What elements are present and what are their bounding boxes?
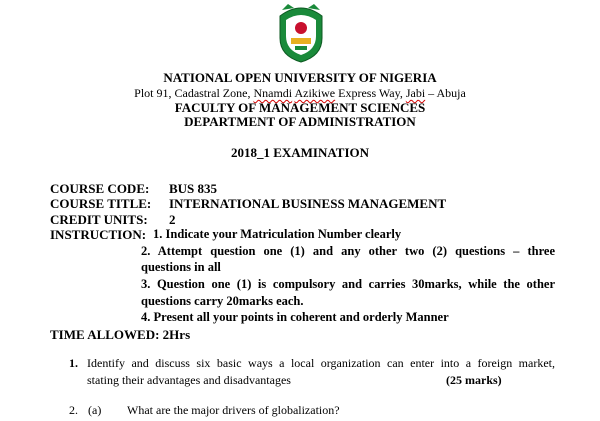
instruction-2: 2. Attempt question one (1) and any other two (2) questions – three	[141, 244, 555, 258]
address-middle: Express Way,	[335, 86, 406, 100]
address-name-3: Jabi	[405, 86, 426, 100]
instruction-1: 1. Indicate your Matriculation Number clearly	[153, 227, 402, 241]
course-code-value: BUS 835	[169, 181, 218, 196]
instruction-4: 4. Present all your points in coherent and orderly Manner	[141, 310, 449, 324]
instruction-label: INSTRUCTION:	[50, 227, 147, 242]
credit-units-value: 2	[169, 212, 176, 227]
university-crest-icon	[274, 2, 328, 64]
question-1-marks: (25 marks)	[446, 373, 502, 387]
address-name-2: Azikiwe	[294, 86, 336, 100]
university-address	[0, 86, 600, 100]
department-name: DEPARTMENT OF ADMINISTRATION	[184, 114, 416, 129]
instruction-3: 3. Question one (1) is compulsory and carries 30marks, while the other	[141, 277, 555, 291]
question-2-number: 2.	[69, 403, 78, 417]
question-1-line-2: stating their advantages and disadvantages	[87, 373, 291, 387]
instruction-3-cont: questions carry 20marks each.	[141, 294, 304, 308]
university-name: NATIONAL OPEN UNIVERSITY OF NIGERIA	[163, 70, 437, 85]
course-title-value: INTERNATIONAL BUSINESS MANAGEMENT	[169, 196, 447, 211]
credit-units-label: CREDIT UNITS:	[50, 212, 148, 227]
address-suffix: – Abuja	[425, 86, 466, 100]
instruction-2-cont: questions in all	[141, 260, 221, 274]
question-1-number: 1.	[69, 356, 78, 370]
course-code-label: COURSE CODE:	[50, 181, 150, 196]
course-title-label: COURSE TITLE:	[50, 196, 152, 211]
exam-title: 2018_1 EXAMINATION	[230, 145, 370, 160]
question-2-sub-a: (a)	[88, 403, 102, 417]
question-1-line-1: Identify and discuss six basic ways a local organization can enter into a foreign market,	[87, 356, 555, 370]
address-name-1: Nnamdi	[253, 86, 293, 100]
address-prefix: Plot 91, Cadastral Zone,	[134, 86, 254, 100]
question-2a-text: What are the major drivers of globalization?	[127, 403, 340, 417]
time-allowed: TIME ALLOWED: 2Hrs	[50, 327, 191, 342]
faculty-name: FACULTY OF MANAGEMENT SCIENCES	[174, 100, 426, 115]
